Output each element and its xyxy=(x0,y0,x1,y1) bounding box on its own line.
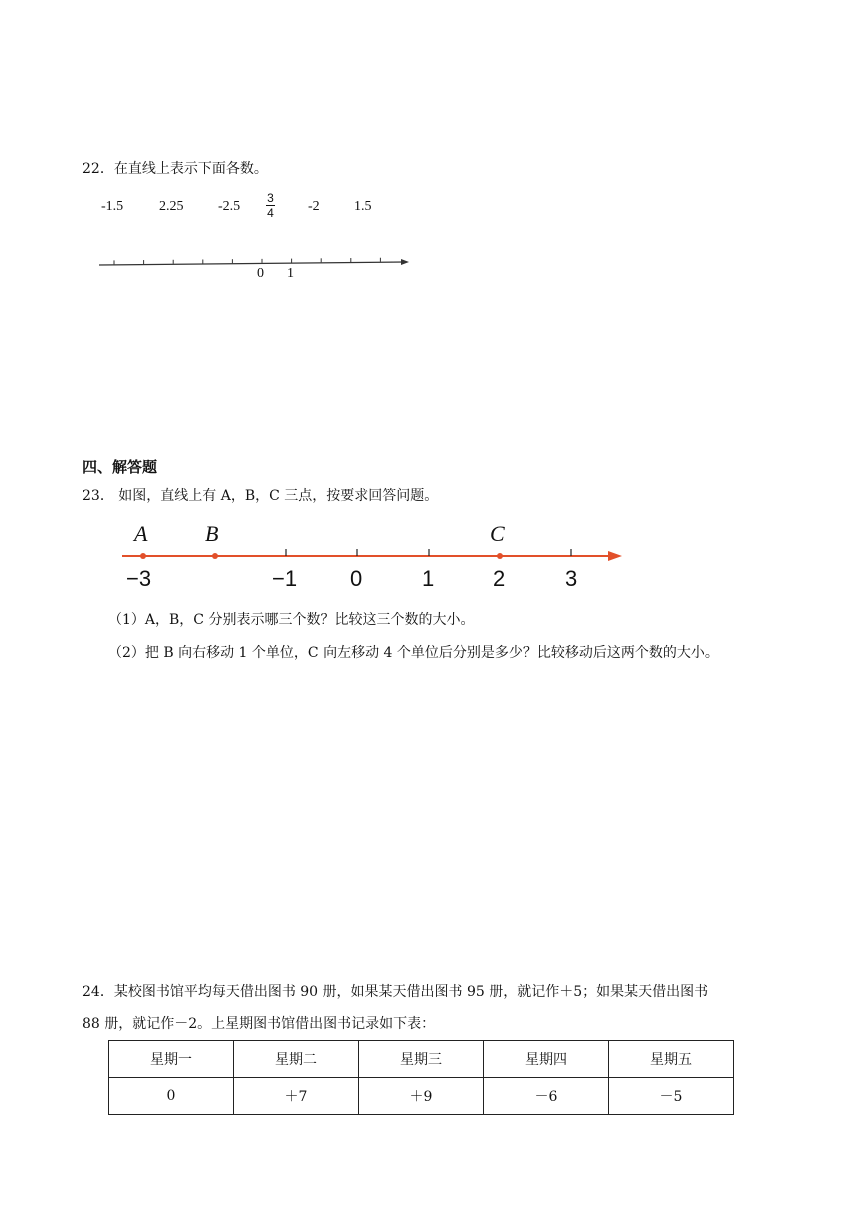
tick-label-zero: 0 xyxy=(257,266,264,281)
question-number: 22． xyxy=(82,161,114,177)
value-item: 2.25 xyxy=(159,199,184,214)
table-row xyxy=(109,1078,734,1115)
question-24-line2: 88 册，就记作－2。上星期图书馆借出图书记录如下表： xyxy=(82,1016,436,1032)
question-number: 24． xyxy=(82,984,114,1000)
table-cell: ＋9 xyxy=(359,1078,484,1115)
point-a-dot xyxy=(140,553,146,559)
table-cell: ＋7 xyxy=(234,1078,359,1115)
fraction-numerator: 3 xyxy=(267,191,274,205)
table-cell: －5 xyxy=(609,1078,734,1115)
borrow-record-table xyxy=(108,1040,734,1115)
question-text: 如图，直线上有 A，B，C 三点，按要求回答问题。 xyxy=(118,488,439,504)
value-item: -2.5 xyxy=(218,199,241,214)
tick-label: 2 xyxy=(493,566,506,591)
table-header-row xyxy=(109,1041,734,1078)
point-b-dot xyxy=(212,553,218,559)
tick-label: 3 xyxy=(565,566,578,591)
table-cell: 0 xyxy=(109,1078,234,1115)
tick-label: 1 xyxy=(422,566,435,591)
tick-label-one: 1 xyxy=(287,266,294,281)
table-header-cell: 星期二 xyxy=(234,1041,359,1078)
point-label-c: C xyxy=(490,521,505,546)
table-header-cell: 星期三 xyxy=(359,1041,484,1078)
section-title: 四、解答题 xyxy=(82,458,158,476)
value-item: -1.5 xyxy=(101,199,124,214)
question-24-line1 xyxy=(82,981,708,1001)
sub-question-1: （1）A，B，C 分别表示哪三个数？比较这三个数的大小。 xyxy=(108,612,475,628)
question-text: 在直线上表示下面各数。 xyxy=(113,161,268,177)
question-number: 23． xyxy=(82,488,114,504)
point-label-a: A xyxy=(134,521,148,546)
fraction-denominator: 4 xyxy=(267,206,274,220)
number-line-ticks xyxy=(286,549,571,556)
table-header-cell: 星期五 xyxy=(609,1041,734,1078)
tick-label: −3 xyxy=(126,566,152,591)
tick-label: −1 xyxy=(272,566,298,591)
point-label-b: B xyxy=(205,521,219,546)
tick-label: 0 xyxy=(350,566,363,591)
point-c-dot xyxy=(497,553,503,559)
table-header-cell: 星期四 xyxy=(484,1041,609,1078)
table-header-cell: 星期一 xyxy=(109,1041,234,1078)
number-line-23 xyxy=(0,0,860,600)
sub-question-2: （2）把 B 向右移动 1 个单位，C 向左移动 4 个单位后分别是多少？比较移动后这两个数的大小。 xyxy=(108,645,719,661)
value-item: 1.5 xyxy=(354,199,372,214)
table-cell: －6 xyxy=(484,1078,609,1115)
value-item: -2 xyxy=(308,199,320,214)
question-text: 某校图书馆平均每天借出图书 90 册，如果某天借出图书 95 册，就记作＋5；如果某天借出图书 xyxy=(113,984,709,1000)
